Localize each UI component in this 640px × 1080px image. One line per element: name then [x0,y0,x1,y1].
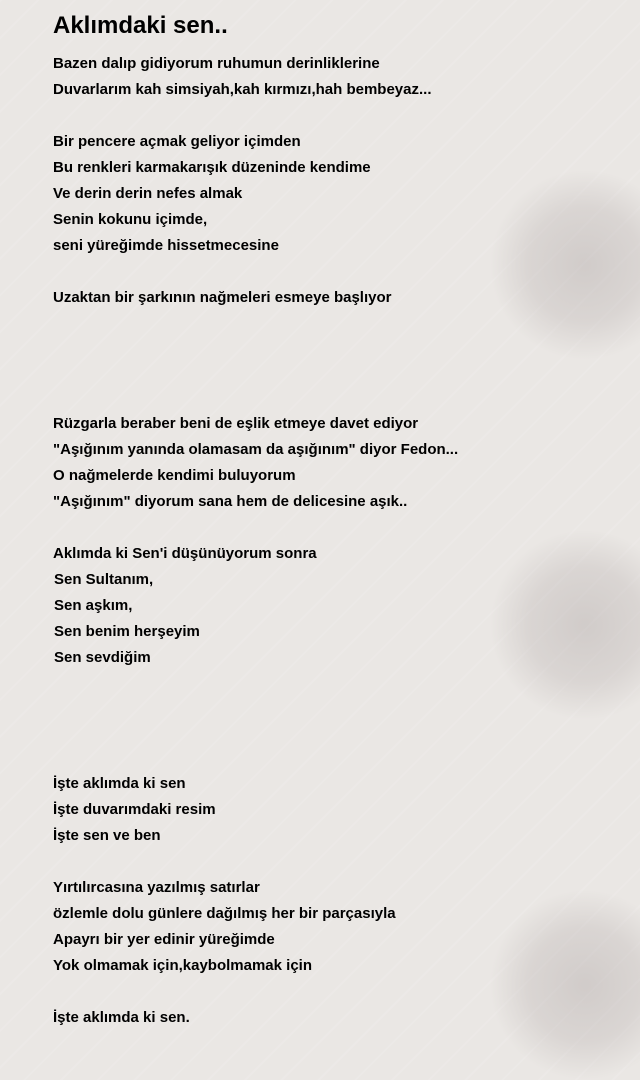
poem-title: Aklımdaki sen.. [53,12,228,39]
poem-line: Bir pencere açmak geliyor içimden [53,133,301,150]
poem-line: İşte aklımda ki sen. [53,1009,190,1026]
poem-line: Sen aşkım, [54,597,133,614]
poem-line: Sen benim herşeyim [54,623,200,640]
poem-line: Duvarlarım kah simsiyah,kah kırmızı,hah bembeyaz... [53,81,432,98]
poem-line: Uzaktan bir şarkının nağmeleri esmeye başlıyor [53,289,392,306]
poem-line: O nağmelerde kendimi buluyorum [53,467,296,484]
poem-line: özlemle dolu günlere dağılmış her bir parçasıyla [53,905,396,922]
poem-line: Rüzgarla beraber beni de eşlik etmeye davet ediyor [53,415,419,432]
poem-line: Senin kokunu içimde, [53,211,208,228]
poem-line: Yırtılırcasına yazılmış satırlar [53,879,260,896]
poem-line: Sen Sultanım, [54,571,154,588]
poem-line: Sen sevdiğim [54,649,151,666]
poem-line: seni yüreğimde hissetmecesine [53,237,279,254]
poem-line: Bazen dalıp gidiyorum ruhumun derinliklerine [53,55,380,72]
poem-line: Aklımda ki Sen'i düşünüyorum sonra [53,545,317,562]
poem-line: Ve derin derin nefes almak [53,185,243,202]
poem-line: İşte aklımda ki sen [53,775,186,792]
poem-line: Yok olmamak için,kaybolmamak için [53,957,312,974]
poem-line: Bu renkleri karmakarışık düzeninde kendime [53,159,371,176]
poem-line: İşte sen ve ben [53,827,161,844]
poem-line: İşte duvarımdaki resim [53,801,216,818]
poem-line: "Aşığınım" diyorum sana hem de delicesine aşık.. [53,493,408,510]
poem-line: Apayrı bir yer edinir yüreğimde [53,931,275,948]
poem-line: "Aşığınım yanında olamasam da aşığınım" diyor Fedon... [53,441,459,458]
